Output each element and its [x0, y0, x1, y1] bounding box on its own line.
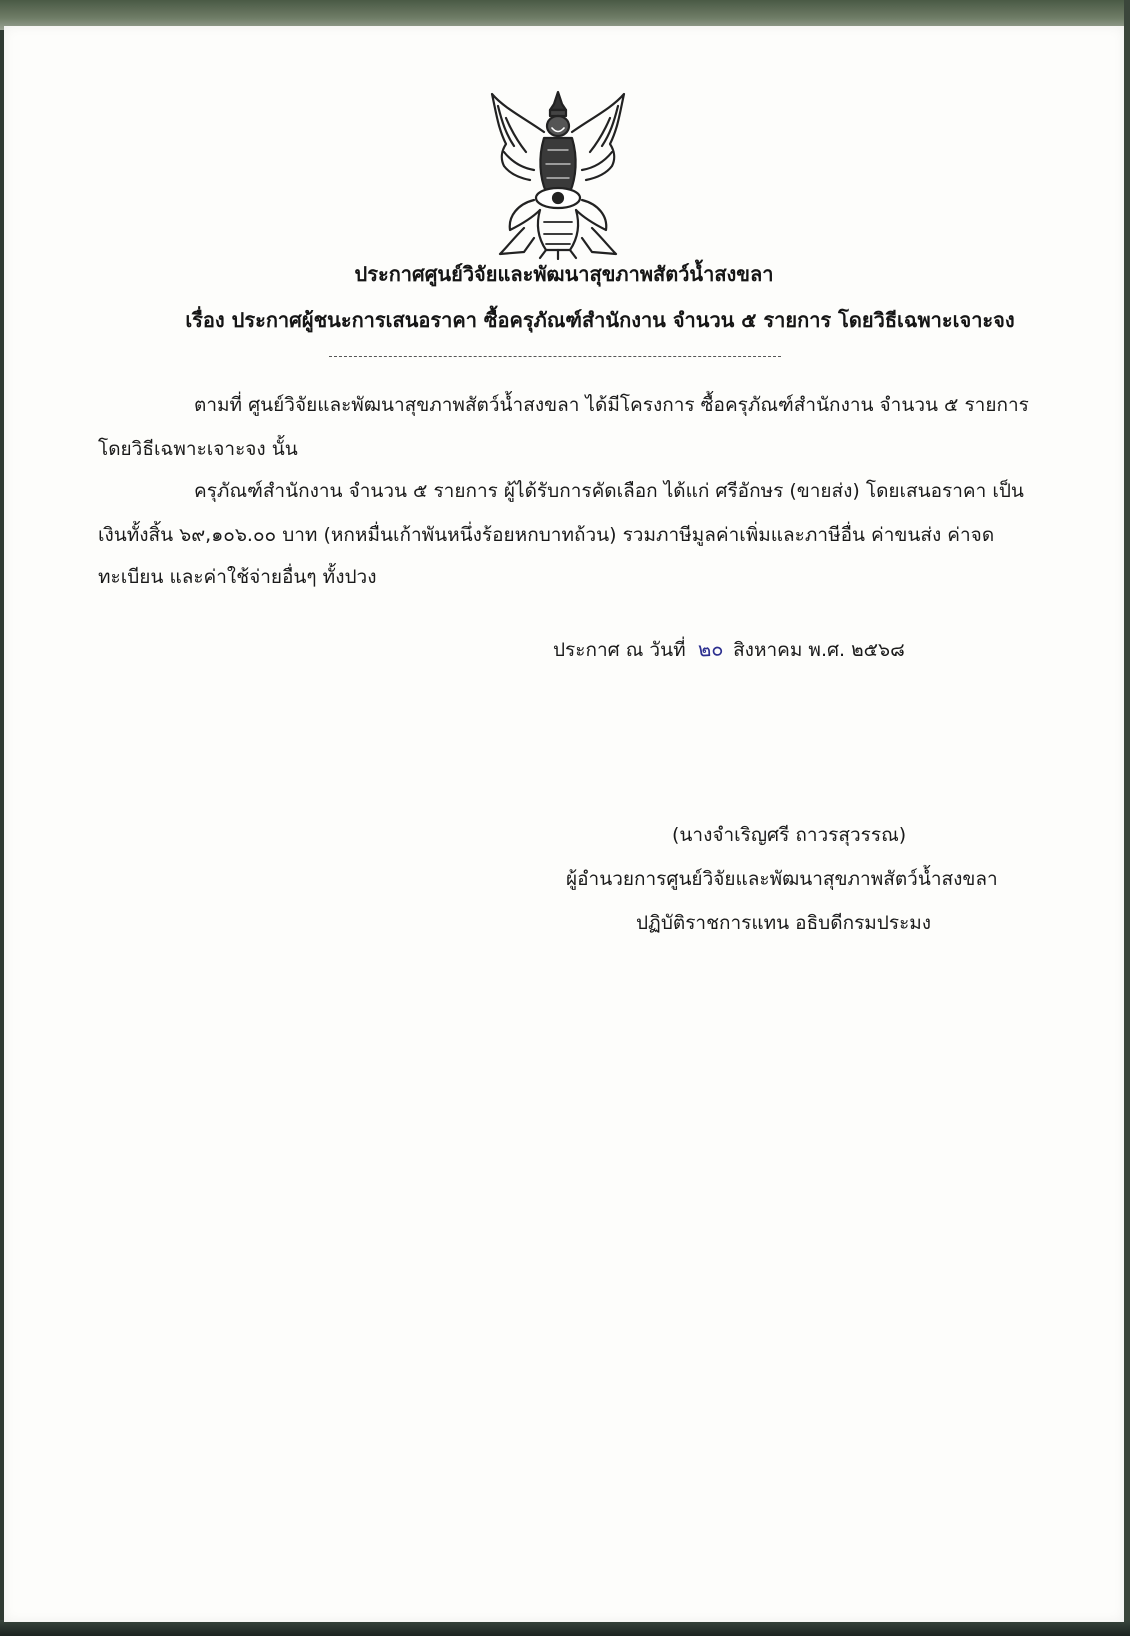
date-suffix: สิงหาคม พ.ศ. ๒๕๖๘ [733, 639, 905, 661]
paragraph-1-line-2: โดยวิธีเฉพาะเจาะจง นั้น [98, 438, 298, 460]
scan-right-edge [1124, 0, 1130, 1636]
paragraph-1-line-1: ตามที่ ศูนย์วิจัยและพัฒนาสุขภาพสัตว์น้ำสงขลา ได้มีโครงการ ซื้อครุภัณฑ์สำนักงาน จำนวน ๕ รายการ [194, 394, 1029, 416]
paragraph-2-line-3: ทะเบียน และค่าใช้จ่ายอื่นๆ ทั้งปวง [98, 566, 377, 588]
signer-name: (นางจำเริญศรี ถาวรสุวรรณ) [672, 824, 907, 846]
announcement-subject: เรื่อง ประกาศผู้ชนะการเสนอราคา ซื้อครุภัณฑ์สำนักงาน จำนวน ๕ รายการ โดยวิธีเฉพาะเจาะจง [185, 308, 1015, 332]
announcement-title: ประกาศศูนย์วิจัยและพัฒนาสุขภาพสัตว์น้ำสงขลา [354, 262, 774, 286]
paragraph-2-line-2: เงินทั้งสิ้น ๖๙,๑๐๖.๐๐ บาท (หกหมื่นเก้าพันหนึ่งร้อยหกบาทถ้วน) รวมภาษีมูลค่าเพิ่มและภาษีอื่น ค่าขนส่ง ค่าจด [98, 524, 995, 546]
date-day-handwritten: ๒๐ [697, 636, 724, 662]
signer-acting-on-behalf: ปฏิบัติราชการแทน อธิบดีกรมประมง [636, 912, 932, 934]
document-page [4, 26, 1124, 1622]
scan-bottom-edge [0, 1620, 1130, 1636]
garuda-emblem-icon [484, 88, 632, 260]
paragraph-2-line-1: ครุภัณฑ์สำนักงาน จำนวน ๕ รายการ ผู้ได้รับการคัดเลือก ได้แก่ ศรีอักษร (ขายส่ง) โดยเสนอราคา เป็น [194, 480, 1024, 502]
date-prefix: ประกาศ ณ วันที่ [553, 639, 686, 661]
title-divider [329, 356, 781, 357]
announcement-date [553, 636, 905, 663]
signer-position: ผู้อำนวยการศูนย์วิจัยและพัฒนาสุขภาพสัตว์น้ำสงขลา [566, 868, 998, 890]
